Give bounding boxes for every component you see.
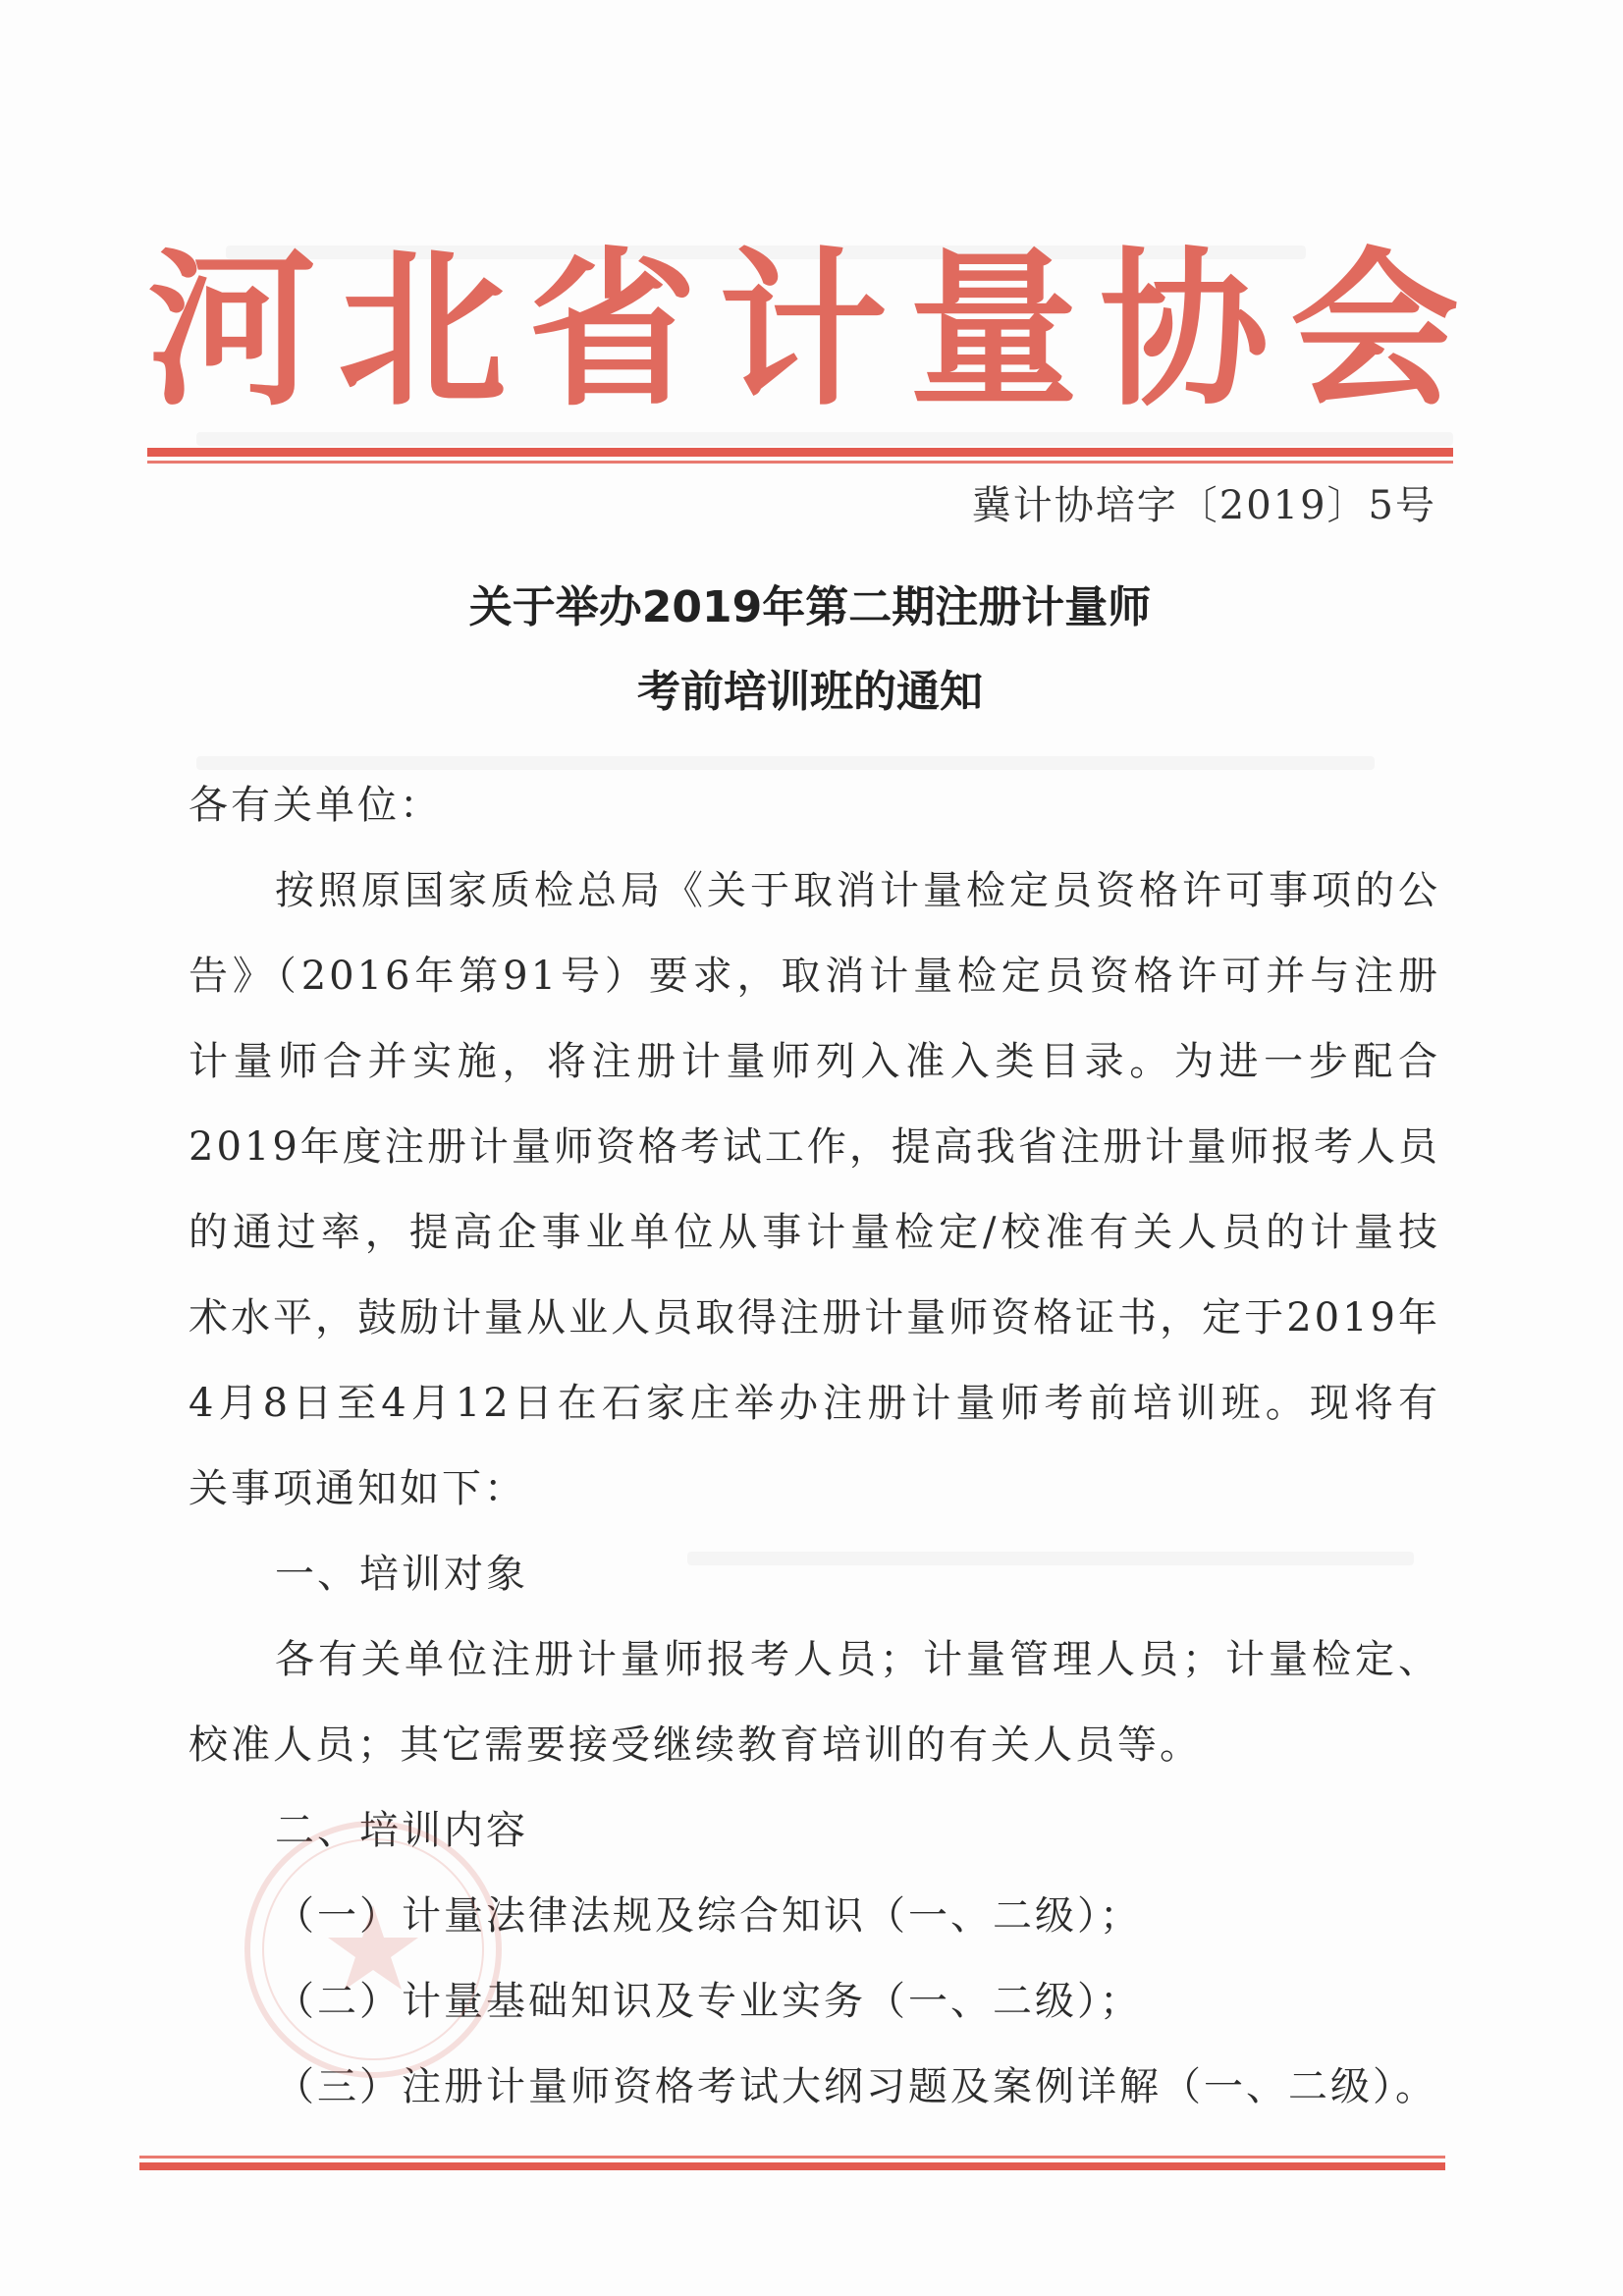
section-heading-training-target: 一、培训对象 [275,1552,528,1597]
paragraph-line: 告》（2016年第91号）要求，取消计量检定员资格许可并与注册 [189,954,1440,999]
header-rule-thin [147,461,1453,464]
list-item: （一）计量法律法规及综合知识（一、二级）； [275,1893,1142,1939]
paragraph-line: 关事项通知如下： [189,1466,526,1511]
paragraph-line: 按照原国家质检总局《关于取消计量检定员资格许可事项的公 [275,868,1440,913]
paragraph-line: 各有关单位注册计量师报考人员；计量管理人员；计量检定、 [275,1637,1440,1682]
paragraph-line: 的通过率，提高企事业单位从事计量检定/校准有关人员的计量技 [189,1210,1440,1255]
footer-rule-thin [139,2156,1445,2159]
paragraph-line: 校准人员；其它需要接受继续教育培训的有关人员等。 [189,1722,1202,1768]
footer-rule-thick [139,2162,1445,2170]
paragraph-line: 术水平，鼓励计量从业人员取得注册计量师资格证书，定于2019年 [189,1295,1440,1340]
notice-title-line-2: 考前培训班的通知 [637,667,983,717]
paragraph-line: 计量师合并实施，将注册计量师列入准入类目录。为进一步配合 [189,1039,1440,1084]
section-heading-training-content: 二、培训内容 [275,1808,528,1853]
list-item: （三）注册计量师资格考试大纲习题及案例详解（一、二级）。 [275,2064,1437,2109]
bleed-through-mark [196,432,1453,446]
faint-seal-icon [236,1812,511,2087]
paragraph-line: 4月8日至4月12日在石家庄举办注册计量师考前培训班。现将有 [189,1381,1440,1426]
notice-title-line-1: 关于举办2019年第二期注册计量师 [468,582,1152,632]
paragraph-line: 2019年度注册计量师资格考试工作，提高我省注册计量师报考人员 [189,1124,1440,1170]
list-item: （二）计量基础知识及专业实务（一、二级）； [275,1979,1142,2024]
header-rule-thick [147,448,1453,457]
salutation: 各有关单位： [189,783,442,828]
document-number: 冀计协培字〔2019〕5号 [971,483,1436,528]
org-masthead: 河北省计量协会 [147,230,1481,429]
